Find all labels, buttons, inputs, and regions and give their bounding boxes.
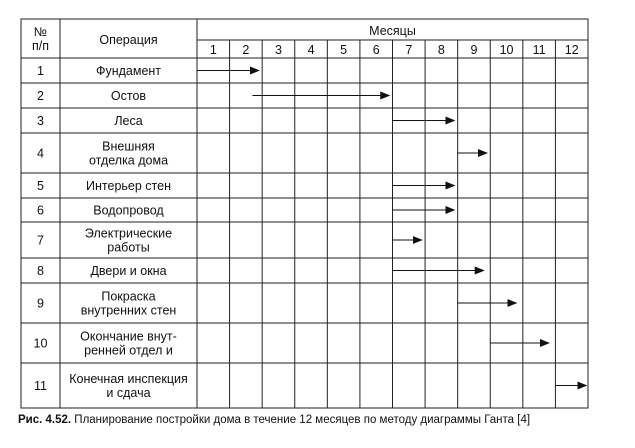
header-operation: Операция [99, 33, 158, 47]
operation-name: внутренних стен [80, 303, 177, 318]
caption-text: Планирование постройки дома в течение 12 месяцев по методу диаграммы Ганта [4] [71, 414, 531, 426]
month-label: 8 [437, 43, 445, 57]
row-number: 10 [33, 336, 48, 351]
operation-name: Окончание внут- [80, 329, 177, 344]
operation-name: Интерьер стен [86, 179, 171, 193]
month-label: 12 [564, 43, 579, 57]
operation-name: Покраска [101, 289, 156, 304]
month-label: 10 [499, 43, 514, 57]
operation-name: и сдача [106, 386, 151, 400]
row-number: 7 [37, 233, 44, 248]
month-label: 5 [340, 43, 348, 57]
operation-name: ренней отдел и [84, 343, 173, 358]
operation-name: отделка дома [88, 153, 169, 168]
month-label: 6 [372, 43, 380, 57]
month-label: 11 [532, 43, 546, 57]
header-months: Месяцы [369, 24, 416, 38]
row-number: 4 [37, 146, 44, 161]
row-number: 9 [37, 296, 44, 311]
row-number: 1 [37, 64, 44, 78]
month-label: 4 [307, 43, 315, 57]
header-num-sub: п/п [31, 39, 50, 53]
month-label: 3 [274, 43, 282, 57]
caption-label: Рис. 4.52. [18, 414, 72, 426]
operation-name: Конечная инспекция [69, 372, 188, 386]
operation-name: Водопровод [93, 203, 164, 218]
operation-name: Внешняя [102, 139, 155, 154]
row-number: 2 [37, 89, 44, 103]
operation-name: Фундамент [95, 64, 162, 78]
month-label: 1 [209, 43, 217, 57]
month-label: 9 [470, 43, 478, 57]
operation-name: Двери и окна [90, 264, 167, 278]
row-number: 8 [37, 264, 44, 278]
row-number: 6 [37, 203, 44, 218]
header-num: № [33, 25, 48, 39]
month-label: 2 [242, 43, 250, 57]
operation-name: Остов [110, 89, 147, 103]
row-number: 3 [37, 114, 44, 128]
figure-caption [18, 414, 628, 426]
row-number: 11 [34, 379, 47, 393]
month-label: 7 [405, 43, 413, 57]
operation-name: Леса [114, 114, 143, 128]
row-number: 5 [37, 179, 44, 193]
operation-name: работы [107, 240, 150, 255]
operation-name: Электрические [84, 226, 173, 241]
